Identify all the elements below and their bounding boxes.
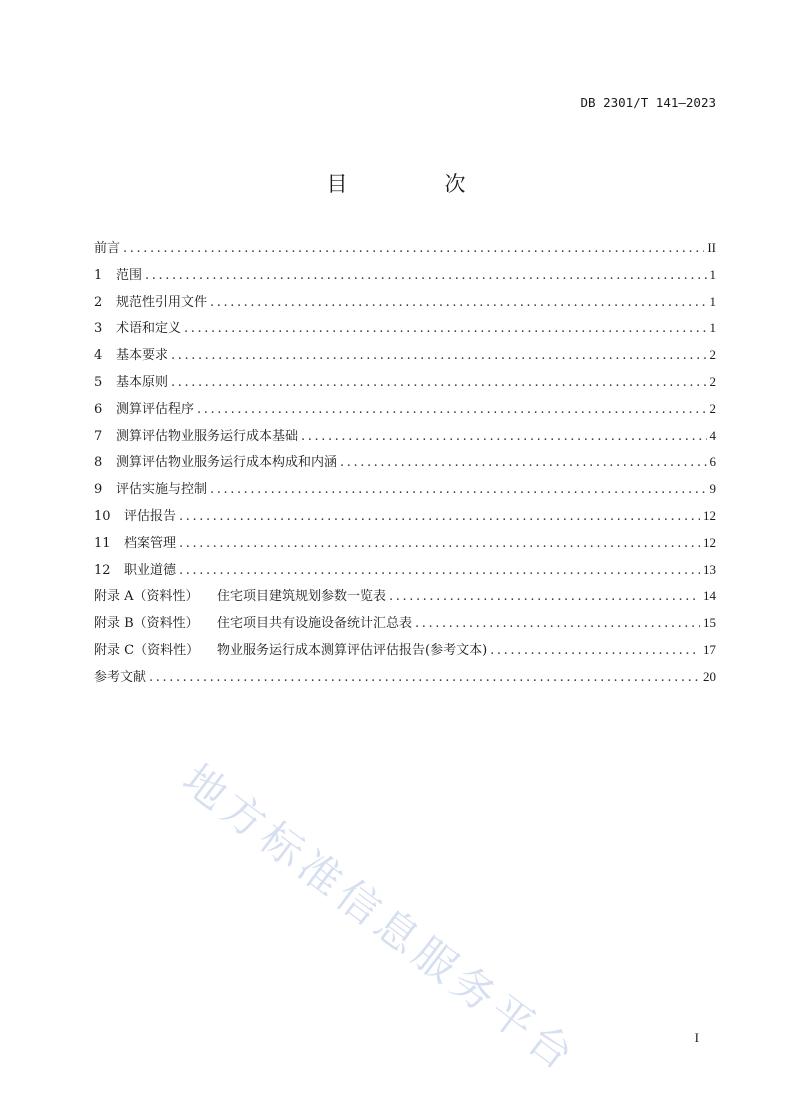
toc-entry-page: 12 [703, 507, 716, 523]
toc-entry-foreword[interactable] [94, 237, 716, 264]
toc-entry-page: 13 [703, 561, 716, 577]
document-code: DB 2301/T 141—2023 [580, 95, 716, 110]
toc-entry-label: 测算评估物业服务运行成本基础 [116, 428, 299, 444]
toc-entry-3[interactable] [94, 317, 716, 344]
toc-entry-page: 14 [703, 588, 716, 604]
toc-leader [171, 348, 706, 363]
toc-entry-number: 7 [94, 428, 103, 444]
toc-leader [301, 429, 706, 444]
toc-entry-number: 1 [94, 267, 103, 283]
toc-leader [123, 241, 704, 256]
toc-entry-label: 基本原则 [116, 374, 169, 390]
toc-entry-page: 17 [703, 641, 716, 657]
toc-entry-label: 住宅项目共有设施设备统计汇总表 [217, 616, 413, 632]
toc-entry-appendix-b[interactable] [94, 612, 716, 639]
toc-leader [179, 563, 700, 578]
toc-entry-number: 9 [94, 482, 103, 498]
toc-entry-label: 住宅项目建筑规划参数一览表 [217, 589, 387, 605]
toc-appendix-number: 附录 C（资料性） [94, 642, 200, 658]
toc-leader [171, 375, 706, 390]
toc-leader [179, 509, 700, 524]
toc-leader [197, 402, 706, 417]
page-title: 目 次 [326, 172, 504, 196]
toc-entry-number: 5 [94, 374, 103, 390]
toc-entry-label: 范围 [116, 267, 143, 283]
toc-entry-appendix-a[interactable] [94, 585, 716, 612]
toc-entry-9[interactable] [94, 478, 716, 505]
toc-entry-references[interactable] [94, 666, 716, 693]
toc-leader [340, 455, 706, 470]
toc-entry-6[interactable] [94, 398, 716, 425]
toc-entry-page: 6 [709, 454, 716, 470]
toc-entry-page: 2 [709, 373, 716, 389]
toc-leader [415, 616, 700, 631]
toc-entry-page: II [707, 240, 716, 255]
toc-entry-label: 评估报告 [124, 508, 177, 524]
toc-entry-label: 档案管理 [124, 535, 177, 551]
toc-entry-page: 4 [709, 427, 716, 443]
toc-leader [179, 536, 700, 551]
toc-entry-number: 12 [94, 562, 111, 578]
toc-entry-label: 规范性引用文件 [116, 294, 208, 310]
table-of-contents [94, 237, 716, 693]
toc-entry-label: 评估实施与控制 [116, 482, 208, 498]
toc-entry-8[interactable] [94, 451, 716, 478]
toc-entry-number: 6 [94, 401, 103, 417]
toc-entry-label: 术语和定义 [116, 321, 182, 337]
toc-entry-number: 4 [94, 348, 103, 364]
page-number: I [694, 1030, 699, 1045]
toc-entry-number: 10 [94, 508, 111, 524]
toc-entry-page: 9 [709, 481, 716, 497]
toc-leader [210, 295, 706, 310]
toc-appendix-number: 附录 A（资料性） [94, 589, 199, 605]
toc-entry-2[interactable] [94, 291, 716, 318]
toc-leader [145, 268, 706, 283]
toc-entry-number: 8 [94, 455, 103, 471]
toc-entry-label: 前言 [94, 241, 121, 256]
toc-appendix-number: 附录 B（资料性） [94, 616, 199, 632]
toc-entry-page: 1 [709, 293, 716, 309]
toc-entry-appendix-c[interactable] [94, 639, 716, 666]
toc-entry-page: 20 [703, 668, 716, 684]
toc-entry-label: 测算评估物业服务运行成本构成和内涵 [116, 455, 338, 471]
toc-entry-11[interactable] [94, 532, 716, 559]
toc-entry-label: 职业道德 [124, 562, 177, 578]
toc-entry-label: 测算评估程序 [116, 401, 195, 417]
toc-entry-1[interactable] [94, 264, 716, 291]
toc-entry-5[interactable] [94, 371, 716, 398]
toc-entry-10[interactable] [94, 505, 716, 532]
toc-entry-page: 12 [703, 534, 716, 550]
toc-entry-label: 物业服务运行成本测算评估评估报告(参考文本) [217, 642, 488, 658]
toc-entry-label: 基本要求 [116, 348, 169, 364]
toc-entry-page: 1 [709, 320, 716, 336]
toc-entry-page: 2 [709, 347, 716, 363]
toc-entry-number: 11 [94, 535, 111, 551]
toc-entry-page: 2 [709, 400, 716, 416]
toc-entry-12[interactable] [94, 559, 716, 586]
toc-leader [389, 589, 700, 604]
toc-entry-4[interactable] [94, 344, 716, 371]
toc-entry-number: 2 [94, 294, 103, 310]
watermark-text: 地方标准信息服务平台 [173, 754, 587, 1083]
toc-entry-page: 15 [703, 615, 716, 631]
toc-entry-7[interactable] [94, 425, 716, 452]
toc-leader [149, 670, 700, 685]
toc-leader [184, 321, 706, 336]
toc-leader [490, 643, 700, 658]
toc-entry-label: 参考文献 [94, 669, 147, 685]
toc-entry-page: 1 [709, 266, 716, 282]
toc-entry-number: 3 [94, 321, 103, 337]
toc-leader [210, 482, 706, 497]
